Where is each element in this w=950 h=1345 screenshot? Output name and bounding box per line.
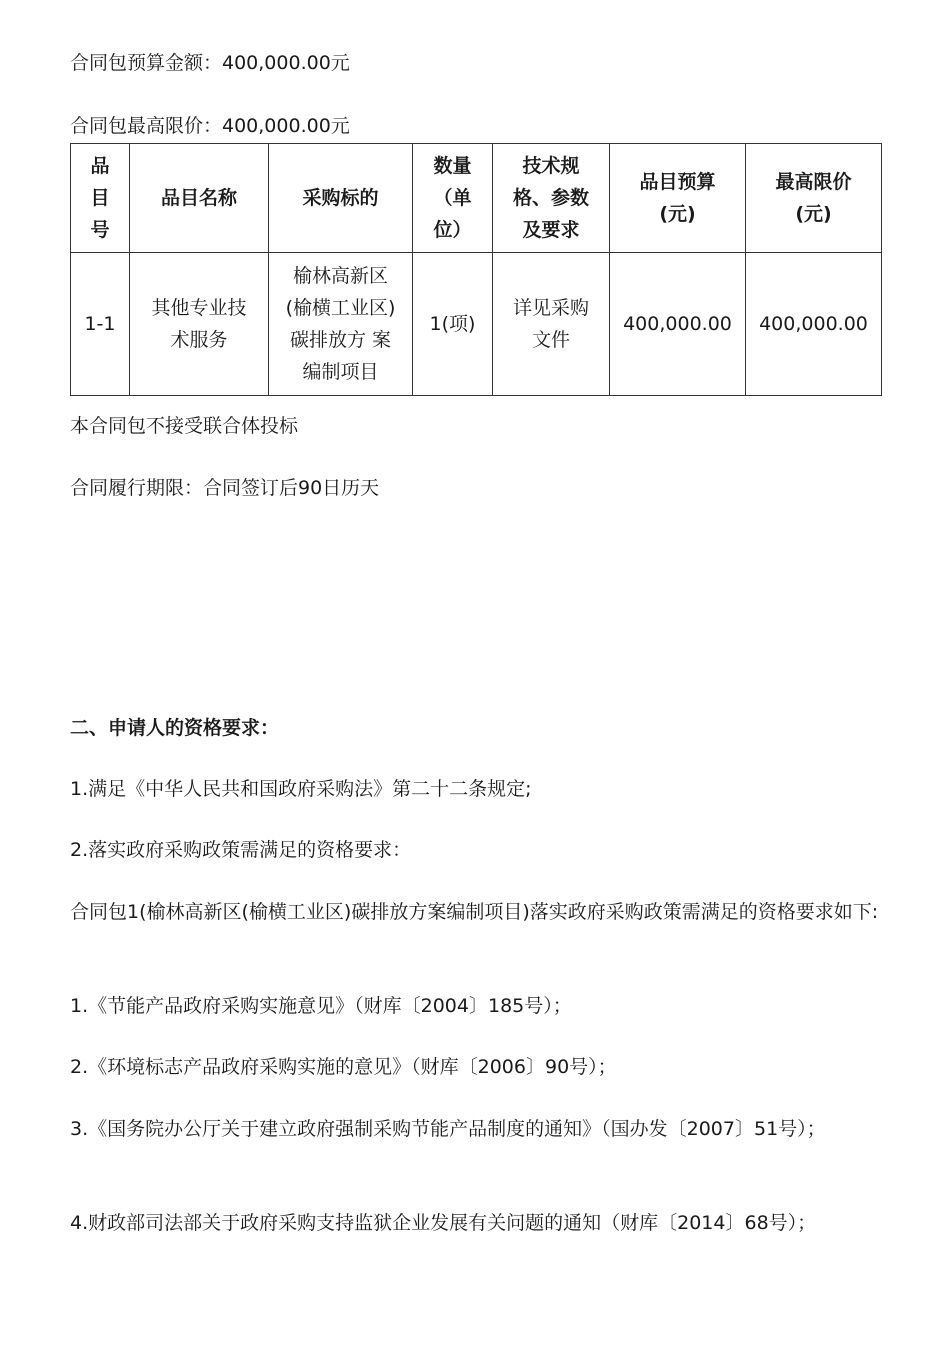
header-max-price: 最高限价 (元)	[746, 144, 882, 253]
requirement-item: 4.财政部司法部关于政府采购支持监狱企业发展有关问题的通知（财库〔2014〕68号）；	[70, 1212, 817, 1234]
cell-quantity: 1(项)	[413, 253, 493, 396]
contract-period: 合同履行期限：合同签订后90日历天	[70, 477, 380, 499]
cell-item-name: 其他专业技 术服务	[130, 253, 269, 396]
consortium-note: 本合同包不接受联合体投标	[70, 415, 299, 437]
budget-line: 合同包预算金额：400,000.00元	[70, 52, 350, 74]
items-table	[70, 143, 882, 396]
cell-spec: 详见采购 文件	[493, 253, 610, 396]
requirement-item: 1.《节能产品政府采购实施意见》（财库〔2004〕185号）；	[70, 995, 572, 1017]
cell-budget: 400,000.00	[610, 253, 746, 396]
requirement-item: 合同包1(榆林高新区(榆横工业区)碳排放方案编制项目)落实政府采购政策需满足的资格要求如下:	[70, 901, 879, 923]
cell-max-price: 400,000.00	[746, 253, 882, 396]
header-subject: 采购标的	[269, 144, 413, 253]
section-title: 二、申请人的资格要求：	[70, 717, 280, 739]
cell-subject: 榆林高新区 (榆横工业区) 碳排放方 案 编制项目	[269, 253, 413, 396]
requirement-item: 2.落实政府采购政策需满足的资格要求：	[70, 839, 412, 861]
cell-item-no: 1-1	[71, 253, 130, 396]
requirement-item: 1.满足《中华人民共和国政府采购法》第二十二条规定;	[70, 778, 532, 800]
header-item-no: 品 目 号	[71, 144, 130, 253]
requirement-item: 2.《环境标志产品政府采购实施的意见》（财库〔2006〕90号）；	[70, 1056, 617, 1078]
header-spec: 技术规 格、参数 及要求	[493, 144, 610, 253]
table-header-row	[71, 144, 882, 253]
table-row	[71, 253, 882, 396]
header-item-name: 品目名称	[130, 144, 269, 253]
header-budget: 品目预算 (元)	[610, 144, 746, 253]
requirement-item: 3.《国务院办公厅关于建立政府强制采购节能产品制度的通知》（国办发〔2007〕51号）；	[70, 1118, 826, 1140]
header-quantity: 数量 （单 位）	[413, 144, 493, 253]
max-price-line: 合同包最高限价：400,000.00元	[70, 115, 350, 137]
